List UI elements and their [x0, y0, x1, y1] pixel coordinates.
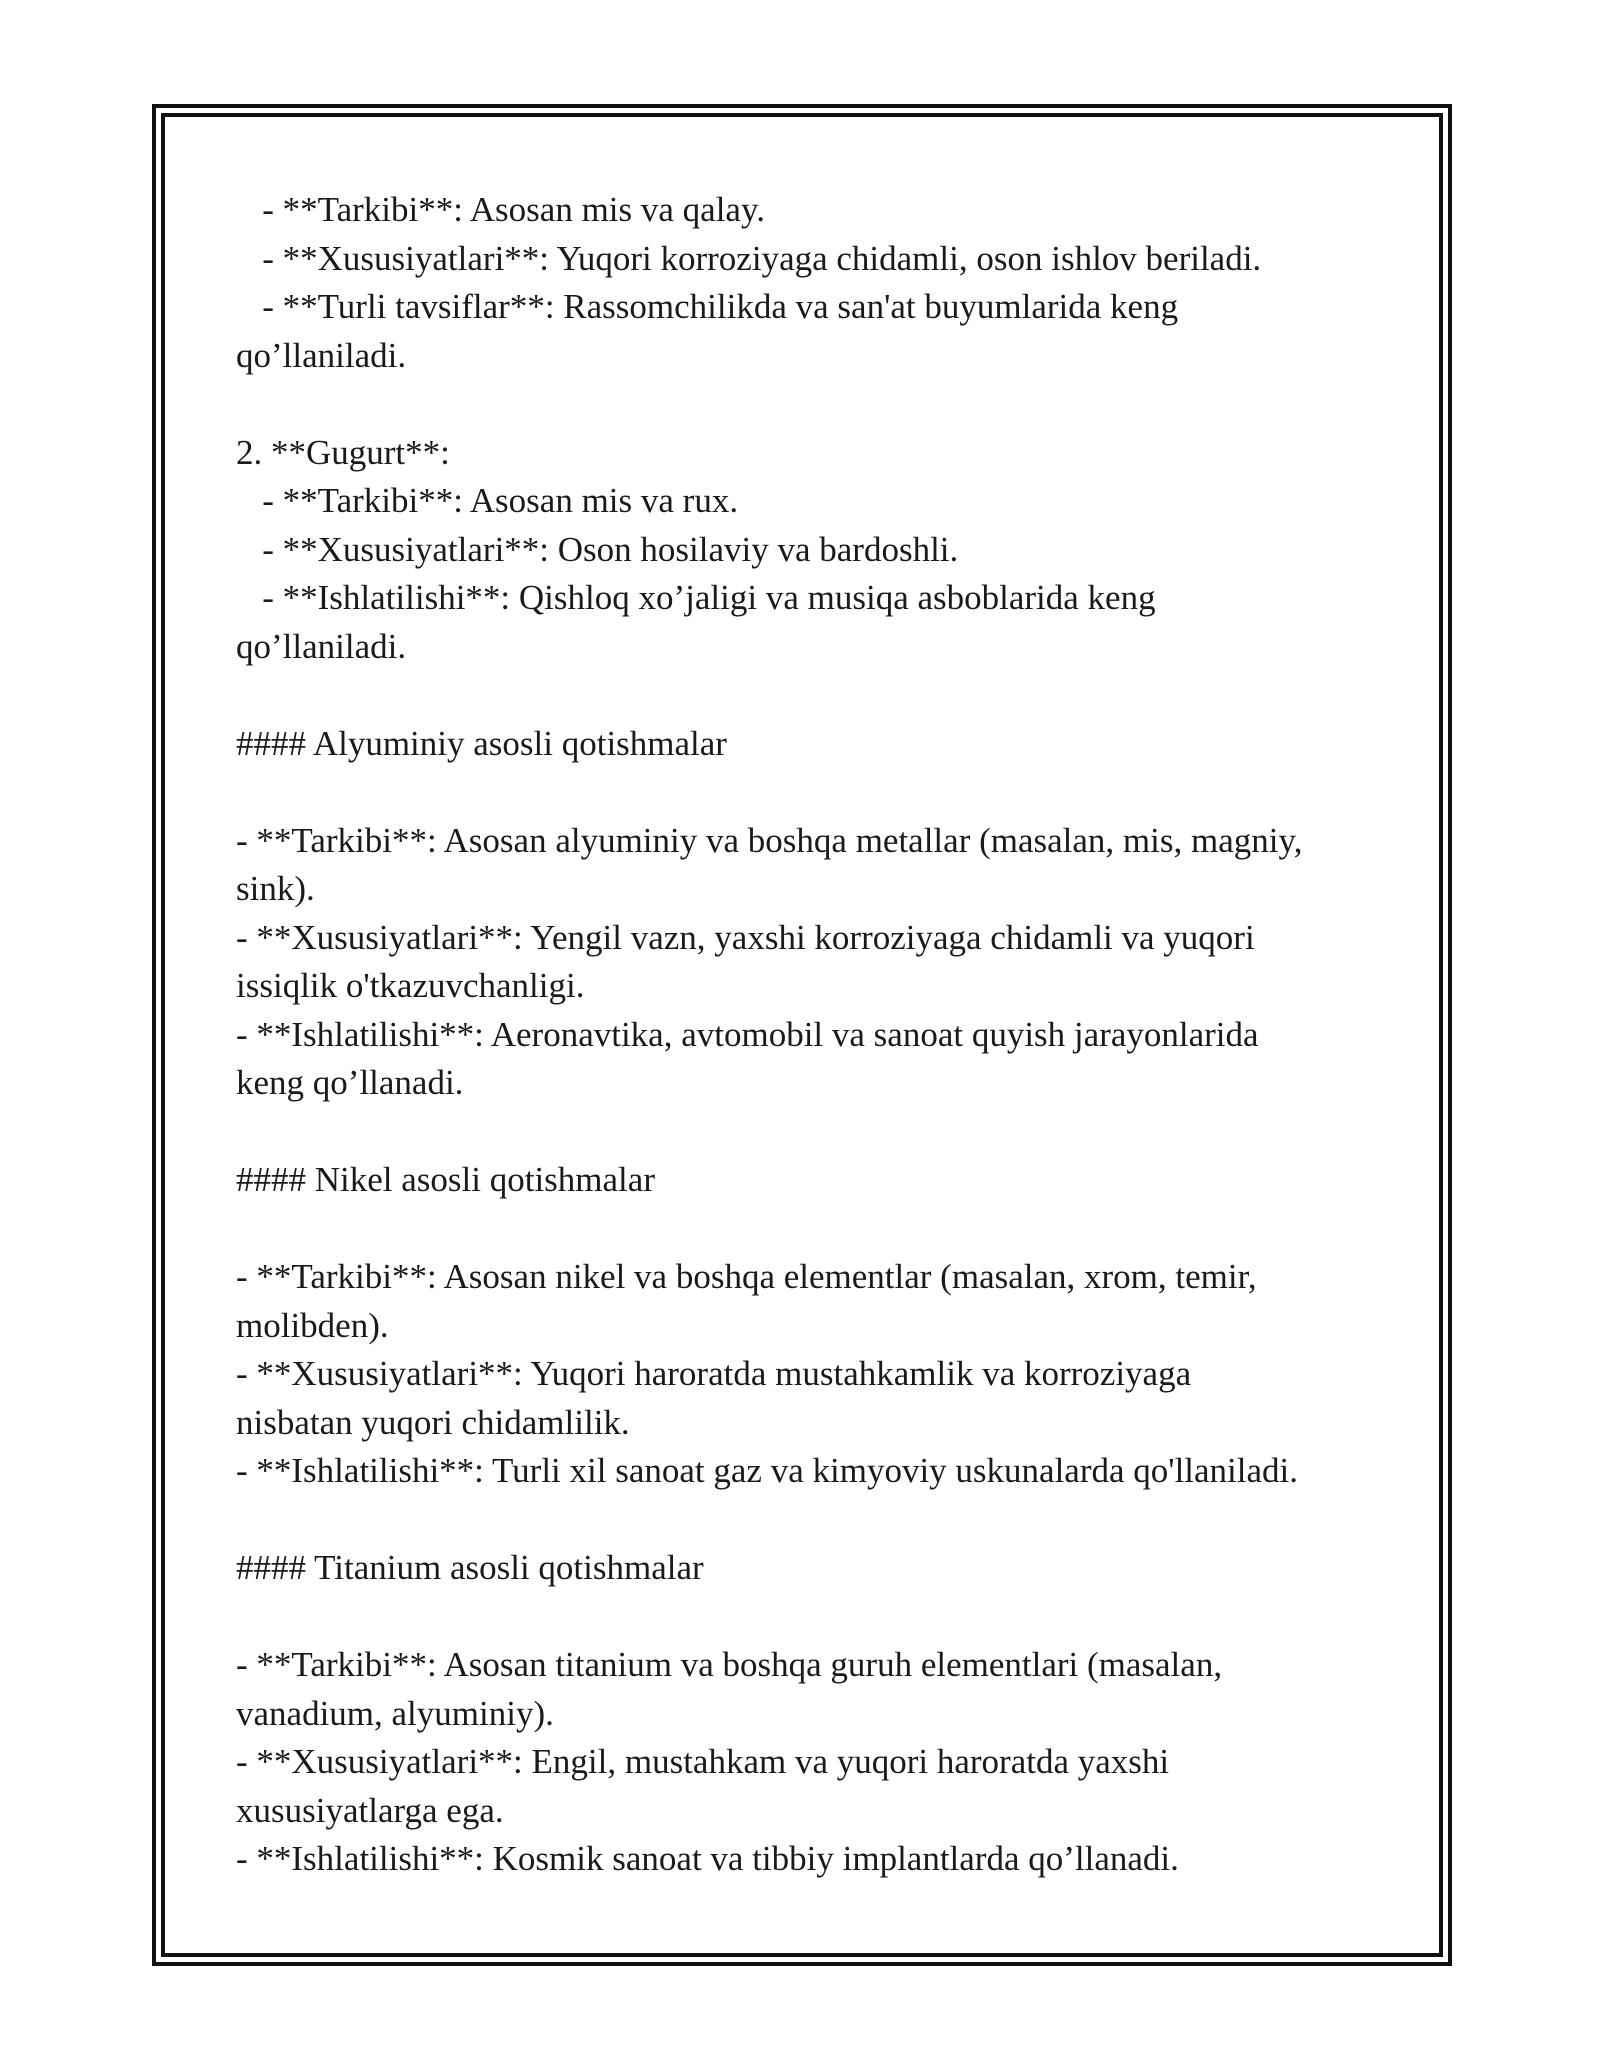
- text-line: - **Xususiyatlari**: Engil, mustahkam va yuqori haroratda yaxshi: [236, 1742, 1170, 1781]
- text-line: - **Xususiyatlari**: Yuqori korroziyaga chidamli, oson ishlov beriladi.: [236, 238, 1262, 278]
- section-heading: #### Titanium asosli qotishmalar: [236, 1548, 704, 1587]
- blank-line: [236, 1205, 1376, 1254]
- text-line: - **Ishlatilishi**: Kosmik sanoat va tibbiy implantlarda qo’llanadi.: [236, 1839, 1179, 1878]
- text-line: vanadium, alyuminiy).: [236, 1693, 554, 1733]
- section-heading: #### Nikel asosli qotishmalar: [236, 1160, 655, 1199]
- text-line: - **Tarkibi**: Asosan nikel va boshqa elementlar (masalan, xrom, temir,: [236, 1257, 1257, 1296]
- blank-line: [236, 1496, 1376, 1545]
- text-line: nisbatan yuqori chidamlilik.: [236, 1402, 630, 1442]
- document-body: [236, 186, 1376, 1884]
- text-line: - **Tarkibi**: Asosan mis va qalay.: [236, 190, 765, 229]
- text-line: xususiyatlarga ega.: [236, 1790, 504, 1830]
- text-line: - **Tarkibi**: Asosan titanium va boshqa guruh elementlari (masalan,: [236, 1645, 1223, 1684]
- section-heading: #### Alyuminiy asosli qotishmalar: [236, 723, 727, 763]
- blank-line: [236, 671, 1376, 720]
- text-line: qo’llaniladi.: [236, 335, 407, 375]
- text-line: - **Turli tavsiflar**: Rassomchilikda va san'at buyumlarida keng: [236, 287, 1179, 326]
- text-line: - **Ishlatilishi**: Qishloq xo’jaligi va musiqa asboblarida keng: [236, 578, 1156, 617]
- text-line: - **Xususiyatlari**: Oson hosilaviy va bardoshli.: [236, 529, 959, 569]
- text-line: - **Xususiyatlari**: Yengil vazn, yaxshi korroziyaga chidamli va yuqori: [236, 917, 1255, 957]
- blank-line: [236, 768, 1376, 817]
- blank-line: [236, 380, 1376, 429]
- blank-line: [236, 1108, 1376, 1157]
- blank-line: [236, 1593, 1376, 1642]
- text-line: qo’llaniladi.: [236, 626, 407, 666]
- text-line: - **Xususiyatlari**: Yuqori haroratda mustahkamlik va korroziyaga: [236, 1354, 1192, 1393]
- text-line: issiqlik o'tkazuvchanligi.: [236, 966, 585, 1005]
- text-line: - **Ishlatilishi**: Turli xil sanoat gaz va kimyoviy uskunalarda qo'llaniladi.: [236, 1451, 1299, 1490]
- text-line: keng qo’llanadi.: [236, 1063, 464, 1102]
- text-line: - **Tarkibi**: Asosan mis va rux.: [236, 481, 739, 520]
- text-line: - **Ishlatilishi**: Aeronavtika, avtomobil va sanoat quyish jarayonlarida: [236, 1014, 1259, 1054]
- list-item-heading: 2. **Gugurt**:: [236, 432, 450, 472]
- text-line: - **Tarkibi**: Asosan alyuminiy va boshqa metallar (masalan, mis, magniy,: [236, 820, 1303, 860]
- text-line: molibden).: [236, 1305, 389, 1345]
- text-line: sink).: [236, 869, 315, 908]
